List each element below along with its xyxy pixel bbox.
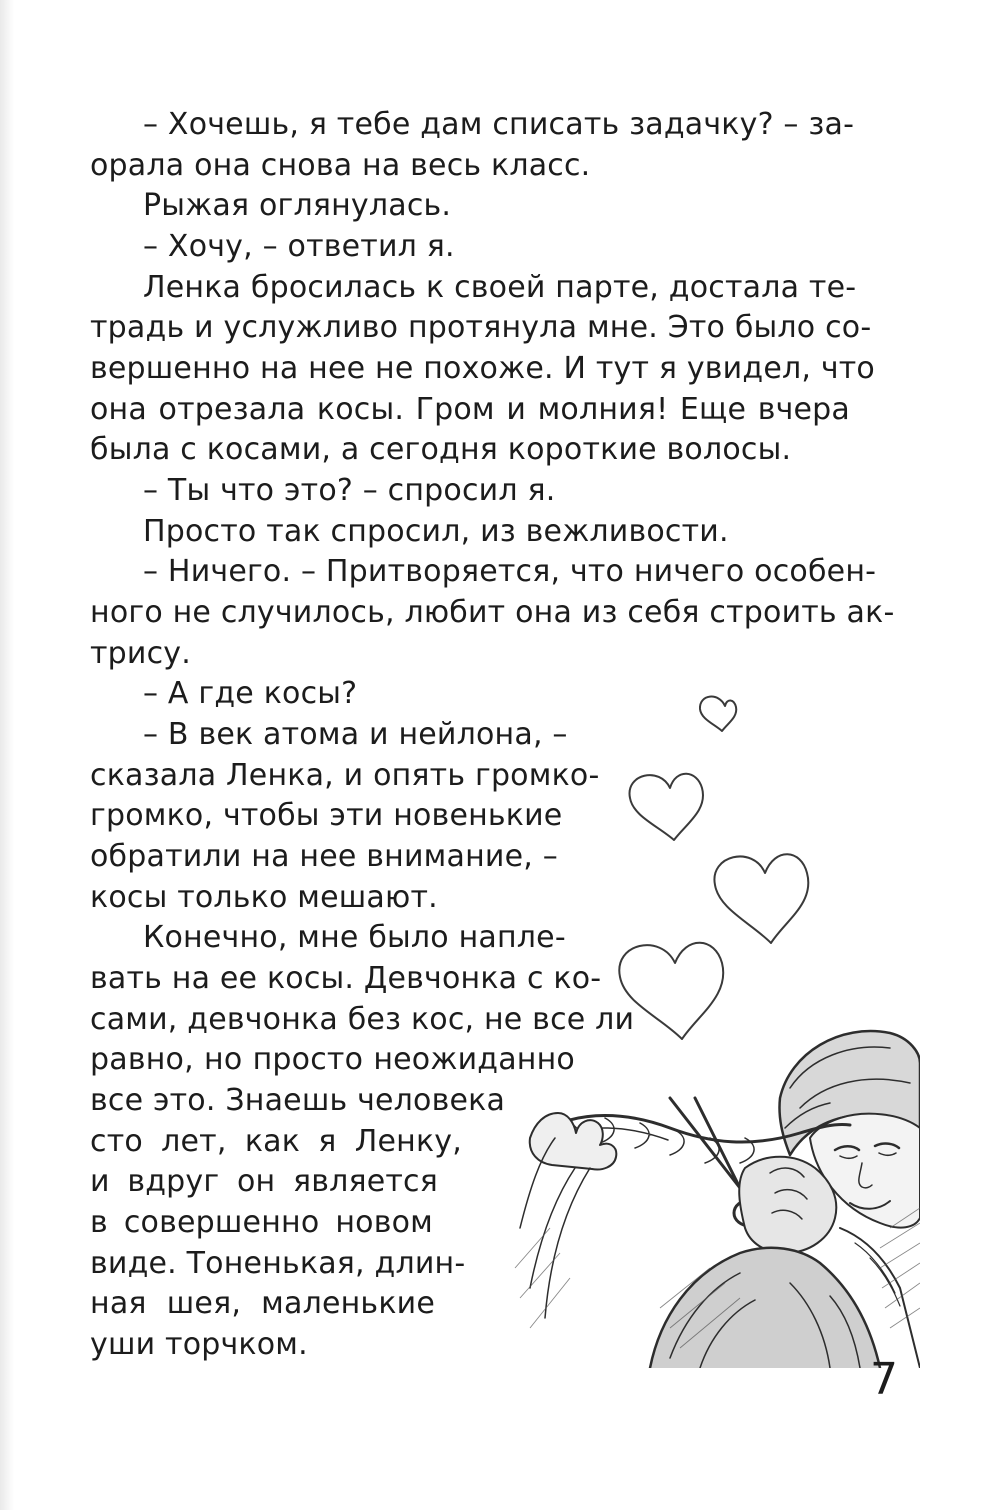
text-line: Просто так спросил, из вежливости. — [143, 514, 729, 549]
text-line: косы только мешают. — [90, 880, 438, 915]
girl-portrait — [520, 1031, 920, 1368]
text-line: ная шея, маленькие — [90, 1286, 435, 1321]
text-line: – А где косы? — [143, 676, 358, 711]
text-line: Конечно, мне было напле- — [143, 920, 566, 955]
text-line: сами, девчонка без кос, не все ли — [90, 1002, 635, 1037]
text-line: трису. — [90, 636, 191, 671]
text-line: равно, но просто неожиданно — [90, 1042, 575, 1077]
text-line: уши торчком. — [90, 1327, 308, 1362]
text-line: Ленка бросилась к своей парте, достала те- — [143, 270, 857, 305]
text-line: – Ничего. – Притворяется, что ничего особен- — [143, 554, 877, 589]
text-line: – Ты что это? – спросил я. — [143, 473, 556, 508]
text-line: в совершенно новом — [90, 1205, 433, 1240]
text-line: – Хочу, – ответил я. — [143, 229, 455, 264]
text-line: обратили на нее внимание, – — [90, 839, 558, 874]
text-line: вать на ее косы. Девчонка с ко- — [90, 961, 602, 996]
text-line: громко, чтобы эти новенькие — [90, 798, 563, 833]
heart-icon — [700, 697, 736, 731]
text-line: вершенно на нее не похоже. И тут я увидел, что — [90, 351, 875, 386]
text-line: – В век атома и нейлона, – — [143, 717, 568, 752]
text-line: сказала Ленка, и опять громко- — [90, 758, 600, 793]
page-number: 7 — [870, 1354, 898, 1405]
text-line: виде. Тоненькая, длин- — [90, 1246, 466, 1281]
text-line: была с косами, а сегодня короткие волосы. — [90, 432, 792, 467]
text-line: – Хочешь, я тебе дам списать задачку? – за- — [143, 107, 855, 142]
text-line: сто лет, как я Ленку, — [90, 1124, 462, 1159]
text-line: все это. Знаешь человека — [90, 1083, 506, 1118]
heart-icon — [619, 943, 723, 1039]
text-line: Рыжая оглянулась. — [143, 188, 452, 223]
girl-cutting-braid-illustration — [510, 668, 920, 1368]
text-line: орала она снова на весь класс. — [90, 148, 591, 183]
text-line: ного не случилось, любит она из себя строить ак- — [90, 595, 895, 630]
heart-icon — [714, 854, 808, 943]
heart-icon — [630, 774, 704, 840]
text-line: и вдруг он является — [90, 1164, 438, 1199]
text-line: традь и услужливо протянула мне. Это было со- — [90, 310, 872, 345]
text-line: она отрезала косы. Гром и молния! Еще вчера — [90, 392, 850, 427]
page-gutter-shadow — [0, 0, 14, 1510]
